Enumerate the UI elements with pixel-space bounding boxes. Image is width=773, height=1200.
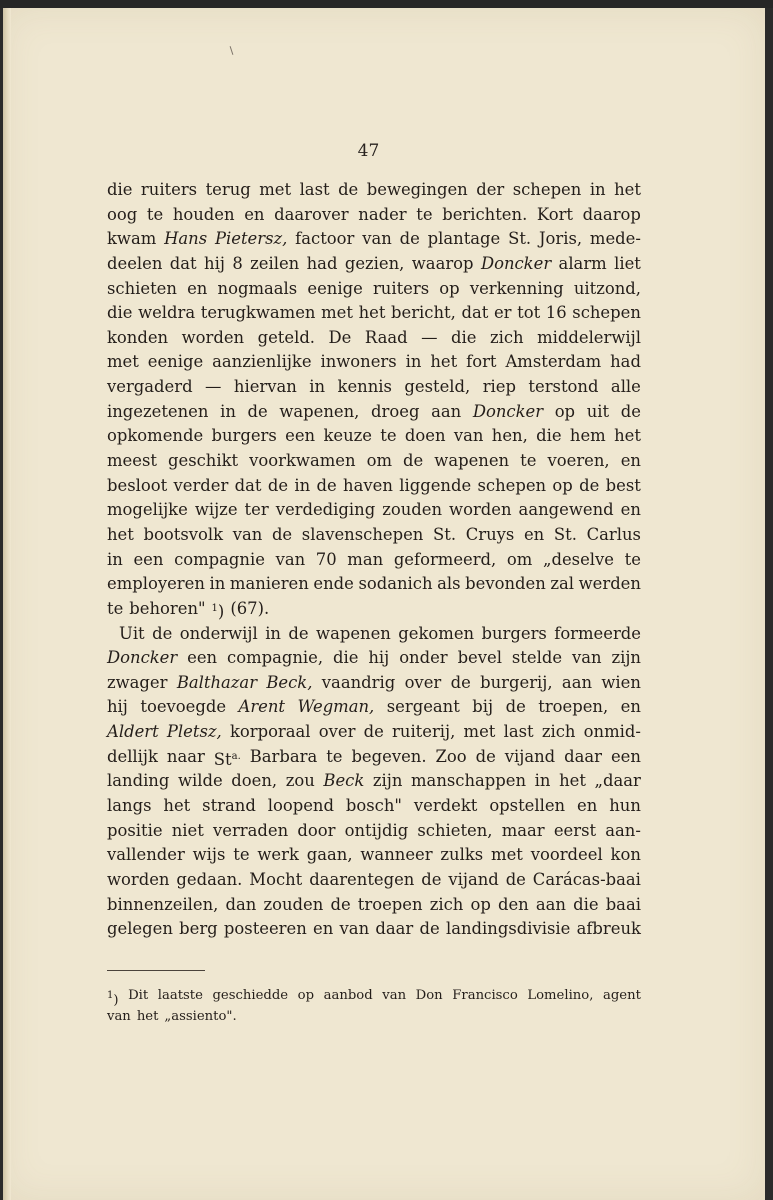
text-line: schieten en nogmaals eenige ruiters op verkenning uitzond, bbox=[107, 278, 641, 298]
footnote-separator bbox=[107, 970, 205, 971]
text-line: meest geschikt voorkwamen om de wapenen te voeren, en bbox=[107, 451, 641, 471]
text-line: gelegen berg posteeren en van daar de landingsdivisie afbreuk bbox=[107, 919, 641, 939]
text-line: mogelijke wijze ter verdediging zouden worden aangewend en bbox=[107, 500, 641, 520]
text-line: Doncker een compagnie, die hij onder bevel stelde van zijn bbox=[107, 648, 641, 668]
footnote-line: $^1$) Dit laatste geschiedde op aanbod van Don Francisco Lomelino, agent bbox=[107, 988, 641, 1008]
page-gutter-shadow bbox=[3, 8, 11, 1200]
text-line: kwam Hans Pietersz, factoor van de plantage St. Joris, mede- bbox=[107, 229, 641, 249]
body-text bbox=[107, 178, 641, 942]
text-line: die weldra terugkwamen met het bericht, dat er tot 16 schepen bbox=[107, 303, 641, 323]
text-line: employeren in manieren ende sodanich als bevonden zal werden bbox=[107, 574, 641, 594]
text-line: deelen dat hij 8 zeilen had gezien, waarop Doncker alarm liet bbox=[107, 253, 641, 273]
text-line: vallender wijs te werk gaan, wanneer zulks met voordeel kon bbox=[107, 845, 641, 865]
text-line: binnenzeilen, dan zouden de troepen zich op den aan die baai bbox=[107, 894, 641, 914]
text-line: besloot verder dat de in de haven liggende schepen op de best bbox=[107, 475, 641, 495]
text-line: hij toevoegde Arent Wegman, sergeant bij de troepen, en bbox=[107, 697, 641, 717]
text-line: landing wilde doen, zou Beck zijn manschappen in het „daar bbox=[107, 771, 641, 791]
text-line: oog te houden en daarover nader te berichten. Kort daarop bbox=[107, 204, 641, 224]
text-line: positie niet verraden door ontijdig schieten, maar eerst aan- bbox=[107, 820, 641, 840]
text-line: opkomende burgers een keuze te doen van hen, die hem het bbox=[107, 426, 641, 446]
text-line: dellijk naar $St^{a.}$ Barbara te begeven. Zoo de vijand daar een bbox=[107, 746, 641, 769]
text-line: konden worden geteld. De Raad — die zich middelerwijl bbox=[107, 327, 641, 347]
text-line: Uit de onderwijl in de wapenen gekomen burgers formeerde bbox=[119, 623, 641, 643]
footnote bbox=[107, 985, 641, 1027]
scan-background bbox=[0, 0, 773, 8]
text-line: in een compagnie van 70 man geformeerd, om „deselve te bbox=[107, 549, 641, 569]
text-line: die ruiters terug met last de bewegingen der schepen in het bbox=[107, 180, 641, 199]
page-number: 47 bbox=[357, 141, 380, 161]
text-line: zwager Balthazar Beck, vaandrig over de burgerij, aan wien bbox=[107, 672, 641, 692]
text-line: ingezetenen in de wapenen, droeg aan Doncker op uit de bbox=[107, 401, 641, 421]
text-line: te behoren" $^1$) (67). bbox=[107, 598, 270, 621]
text-line: vergaderd — hiervan in kennis gesteld, riep terstond alle bbox=[107, 377, 641, 397]
text-line: het bootsvolk van de slavenschepen St. Cruys en St. Carlus bbox=[107, 524, 641, 544]
text-line: Aldert Pletsz, korporaal over de ruiterij, met last zich onmid- bbox=[107, 722, 641, 742]
text-line: met eenige aanzienlijke inwoners in het fort Amsterdam had bbox=[107, 352, 641, 372]
text-line: worden gedaan. Mocht daarentegen de vijand de Carácas-baai bbox=[107, 869, 641, 889]
text-line: langs het strand loopend bosch" verdekt opstellen en hun bbox=[107, 796, 641, 816]
footnote-line: van het „assiento". bbox=[107, 1009, 237, 1024]
